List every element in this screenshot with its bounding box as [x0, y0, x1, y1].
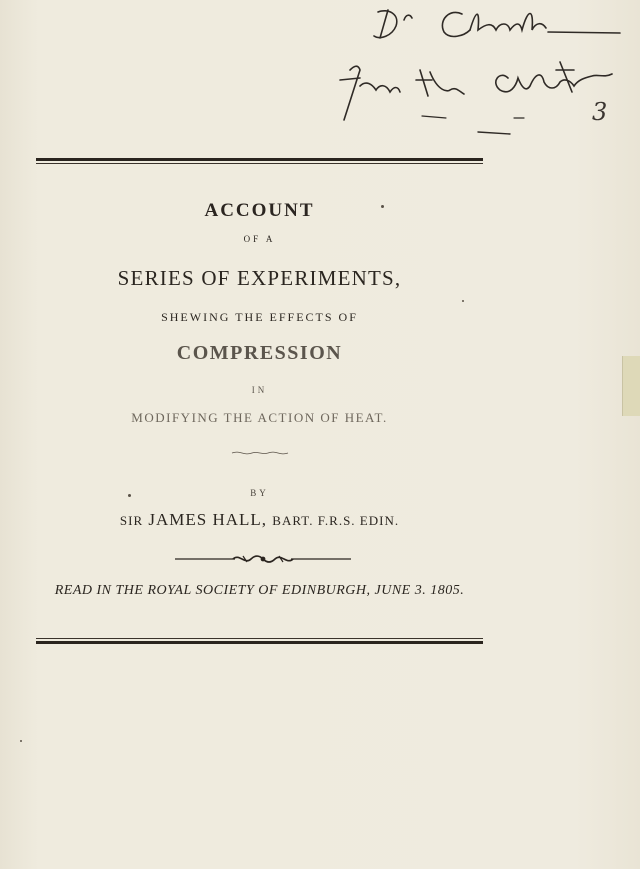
title-in: IN [251, 385, 268, 395]
paper-speck [128, 494, 131, 497]
top-double-rule [36, 158, 483, 164]
title-of-a: OF A [243, 234, 276, 244]
handwritten-inscription [330, 0, 630, 140]
author-line [36, 510, 483, 530]
author-suffix: BART. F.R.S. EDIN. [272, 513, 400, 528]
small-ornament-divider [230, 449, 290, 457]
title-series: SERIES OF EXPERIMENTS, [117, 266, 402, 290]
paper-speck [381, 205, 384, 208]
title-modifying: MODIFYING THE ACTION OF HEAT. [131, 410, 388, 425]
bottom-double-rule [36, 636, 483, 644]
page-edge-tab [622, 356, 640, 416]
handwriting-drawing [330, 0, 630, 140]
byline-by: BY [250, 488, 269, 498]
author-name: JAMES HALL, [148, 510, 268, 529]
author-prefix: SIR [119, 513, 144, 528]
title-shewing: SHEWING THE EFFECTS OF [161, 310, 358, 324]
ornament-divider [175, 552, 351, 566]
paper-speck [20, 740, 22, 742]
title-account: ACCOUNT [204, 200, 315, 221]
paper-speck [462, 300, 464, 302]
inscription-number: 3 [592, 98, 608, 126]
title-compression: COMPRESSION [176, 342, 343, 364]
read-line: READ IN THE ROYAL SOCIETY OF EDINBURGH, JUNE 3. 1805. [54, 583, 465, 598]
